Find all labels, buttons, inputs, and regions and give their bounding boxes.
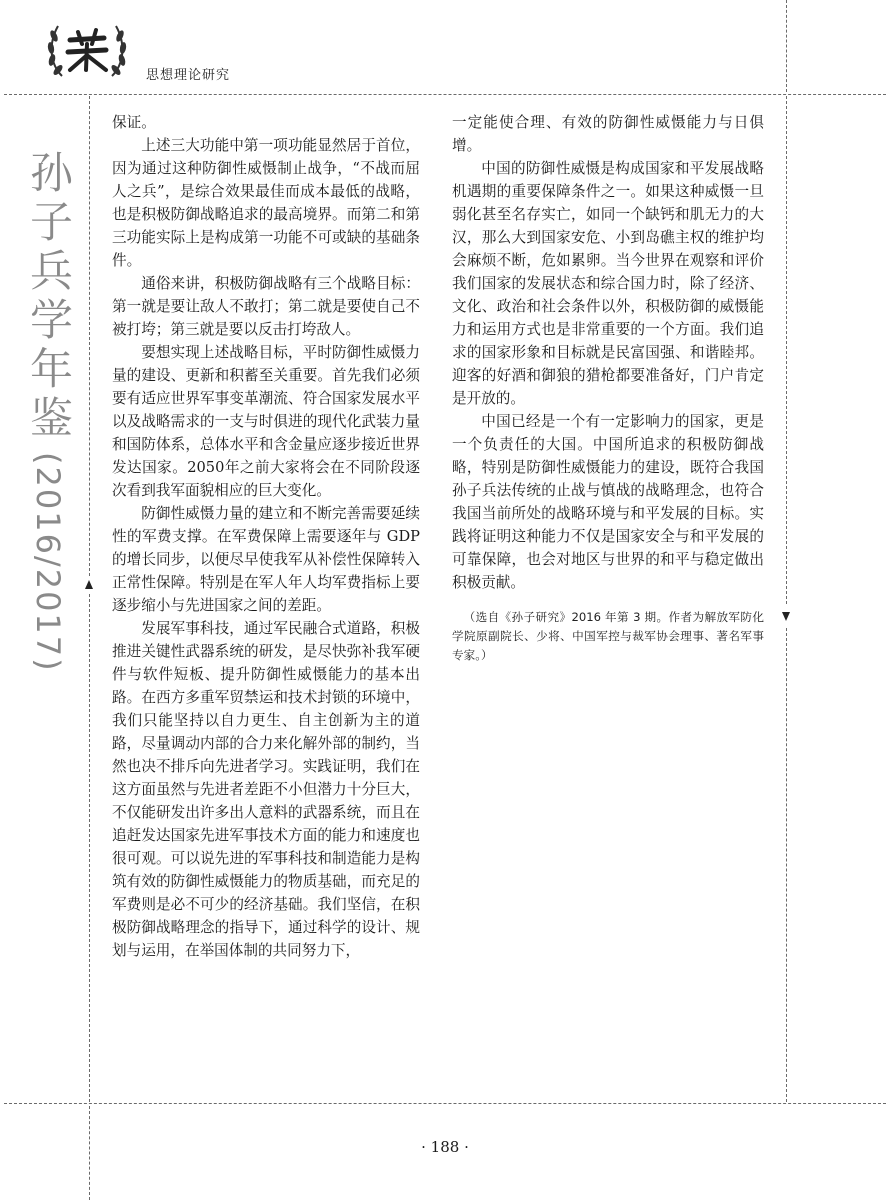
paragraph: 中国已经是一个有一定影响力的国家，更是一个负责任的大国。中国所追求的积极防御战略，特别是防御性威慑能力的建设，既符合我国孙子兵法传统的止战与慎战的战略理念，也符合我国当前所处的战略环境与和平发展的目标。实践将证明这种能力不仅是国家安全与和平发展的可靠保障，也会对地区与世界的和平与稳定做出积极贡献。 [452, 413, 764, 591]
paragraph: 发展军事科技，通过军民融合式道路，积极推进关键性武器系统的研发，是尽快弥补我军硬件与软件短板、提升防御性威慑能力的基本出路。在西方多重军贸禁运和技术封锁的环境中，我们只能坚持以自力更生、自主创新为主的道路，尽量调动内部的合力来化解外部的制约，当然也决不排斥向先进者学习。实践证明，我们在这方面虽然与先进者差距不小但潜力十分巨大，不仅能研发出许多出人意料的武器系统，而且在追赶发达国家先进军事技术方面的能力和速度也很可观。可以说先进的军事科技和制造能力是构筑有效的防御性威慑能力的物质基础，而充足的军费则是必不可少的经济基础。我们坚信，在积极防御战略理念的指导下，通过科学的设计、规划与运用，在举国体制的共同努力下， [112, 620, 420, 959]
header-divider [4, 94, 886, 95]
paragraph: 上述三大功能中第一项功能显然居于首位，因为通过这种防御性威慑制止战争，“不战而屈人之兵”，是综合效果最佳而成本最低的战略，也是积极防御战略追求的最高境界。而第二和第三功能实际上是构成第一功能不可或缺的基础条件。 [112, 137, 420, 269]
right-column [452, 111, 764, 665]
down-arrow-icon [782, 612, 790, 621]
laurel-emblem-icon [44, 18, 130, 84]
left-margin-line [89, 96, 90, 576]
paragraph: 要想实现上述战略目标，平时防御性威慑力量的建设、更新和积蓄至关重要。首先我们必须要有适应世界军事变革潮流、符合国家发展水平以及战略需求的一支与时俱进的现代化武装力量和国防体系，总体水平和含金量应逐步接近世界发达国家。2050年之前大家将会在不同阶段逐次看到我军面貌相应的巨大变化。 [112, 344, 420, 499]
paragraph: 防御性威慑力量的建立和不断完善需要延续性的军费支撑。在军费保障上需要逐年与 GDP 的增长同步，以便尽早使我军从补偿性保障转入正常性保障。特别是在军人年人均军费指标上要逐步缩小与先进国家之间的差距。 [112, 505, 420, 614]
page-number: · 188 · [421, 1138, 469, 1156]
yearbook-years: (2016/2017) [29, 452, 67, 673]
footer-divider [4, 1103, 886, 1104]
right-margin-line-top [786, 0, 787, 92]
left-margin-line-lower [89, 594, 90, 1102]
paragraph: 中国的防御性威慑是构成国家和平发展战略机遇期的重要保障条件之一。如果这种威慑一旦弱化甚至名存实亡，如同一个缺钙和肌无力的大汉，那么大到国家安危、小到岛礁主权的维护均会麻烦不断，危如累卵。当今世界在观察和评价我们国家的发展状态和综合国力时，除了经济、文化、政治和社会条件以外，积极防御的威慑能力和运用方式也是非常重要的一个方面。我们追求的国家形象和目标就是民富国强、和谐睦邦。迎客的好酒和御狼的猎枪都要准备好，门户肯定是开放的。 [452, 160, 764, 407]
left-column [112, 111, 420, 962]
up-arrow-icon [85, 580, 93, 589]
side-title [18, 150, 78, 673]
source-note: （选自《孙子研究》2016 年第 3 期。作者为解放军防化学院原副院长、少将、中国军控与裁军协会理事、著名军事专家。） [452, 610, 764, 662]
paragraph: 一定能使合理、有效的防御性威慑能力与日俱增。 [452, 114, 764, 154]
paragraph: 保证。 [112, 114, 156, 131]
right-margin-line-lower [786, 628, 787, 1102]
yearbook-title: 孙子兵学年鉴 [23, 150, 73, 444]
paragraph: 通俗来讲，积极防御战略有三个战略目标：第一就是要让敌人不敢打；第二就是要使自己不被打垮；第三就是要以反击打垮敌人。 [112, 275, 420, 338]
right-margin-line [786, 96, 787, 604]
section-label: 思想理论研究 [146, 68, 231, 83]
